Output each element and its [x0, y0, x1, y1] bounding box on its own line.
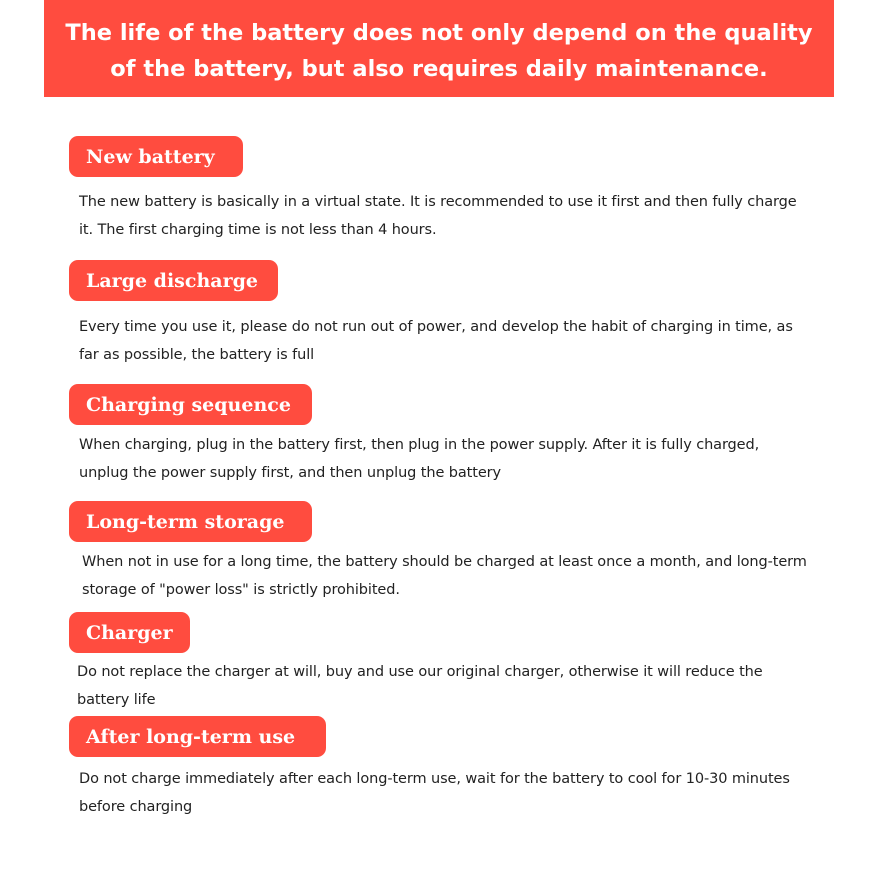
section-heading-label: Large discharge — [86, 269, 258, 292]
section-text-charger: Do not replace the charger at will, buy and use our original charger, otherwise it will reduce the battery life — [77, 664, 763, 708]
section-heading-long-term-storage — [69, 501, 312, 542]
section-text-long-term-storage: When not in use for a long time, the battery should be charged at least once a month, and long-term storage of "power loss" is strictly prohibited. — [82, 554, 807, 598]
section-heading-new-battery — [69, 136, 243, 177]
section-heading-label: Long-term storage — [86, 510, 285, 533]
section-heading-label: New battery — [86, 145, 215, 168]
section-heading-label: Charging sequence — [86, 393, 291, 416]
section-heading-charging-sequence — [69, 384, 312, 425]
banner-title: The life of the battery does not only depend on the quality of the battery, but also requires daily maintenance. — [65, 19, 813, 82]
section-heading-large-discharge — [69, 260, 278, 301]
section-heading-after-long-term-use — [69, 716, 326, 757]
header-banner — [44, 0, 834, 97]
section-heading-label: Charger — [86, 621, 173, 644]
section-text-new-battery: The new battery is basically in a virtual state. It is recommended to use it first and then fully charge it. The first charging time is not less than 4 hours. — [79, 194, 797, 238]
section-heading-charger — [69, 612, 190, 653]
section-text-large-discharge: Every time you use it, please do not run out of power, and develop the habit of charging in time, as far as possible, the battery is full — [79, 319, 793, 363]
section-text-charging-sequence: When charging, plug in the battery first, then plug in the power supply. After it is fully charged, unplug the power supply first, and then unplug the battery — [79, 437, 760, 481]
section-heading-label: After long-term use — [86, 725, 296, 748]
section-text-after-long-term-use: Do not charge immediately after each long-term use, wait for the battery to cool for 10-30 minutes before charging — [79, 771, 790, 815]
